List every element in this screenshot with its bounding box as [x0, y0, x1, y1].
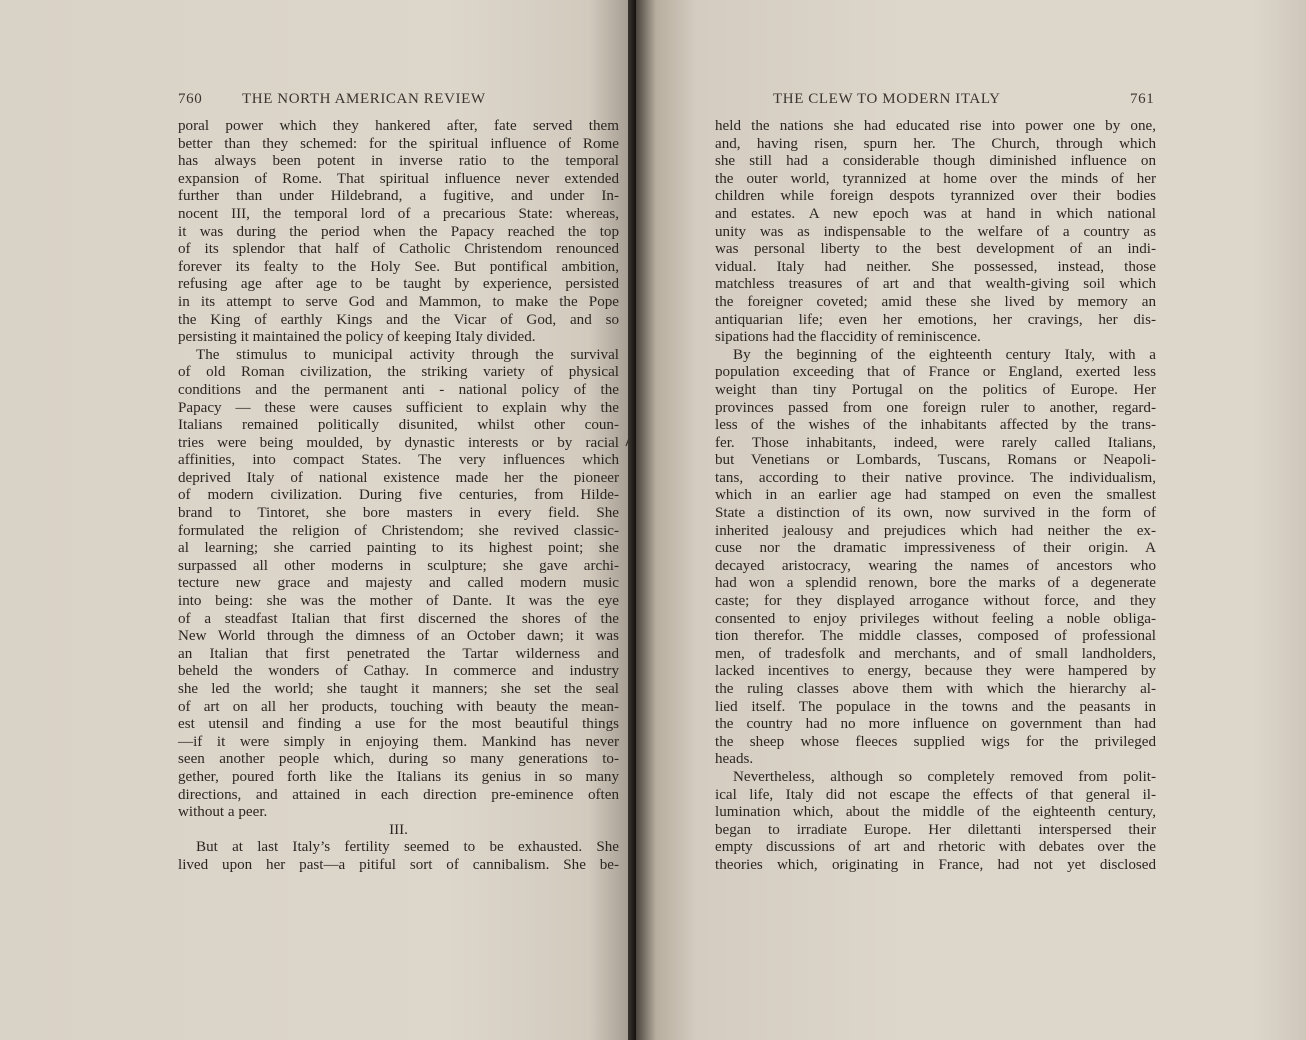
text-line: less of the wishes of the inhabitants affected by the trans-: [715, 417, 1156, 434]
text-line: est utensil and finding a use for the most beautiful things: [178, 716, 619, 733]
text-line: better than they schemed: for the spiritual influence of Rome: [178, 135, 619, 152]
text-line: has always been potent in inverse ratio to the temporal: [178, 153, 619, 170]
text-line: But at last Italy’s fertility seemed to be exhausted. She: [196, 839, 619, 856]
text-line: but Venetians or Lombards, Tuscans, Romans or Neapoli-: [715, 452, 1156, 469]
text-line: the outer world, tyrannized at home over the minds of her: [715, 170, 1156, 187]
text-line: theories which, originating in France, had not yet disclosed: [715, 856, 1156, 873]
text-line: was personal liberty to the best development of an indi-: [715, 241, 1156, 258]
text-line: sipations had the flaccidity of reminiscence.: [715, 329, 981, 346]
text-line: tans, according to their native province. The individualism,: [715, 469, 1156, 486]
text-line: The stimulus to municipal activity through the survival: [196, 346, 619, 363]
text-line: weight than tiny Portugal on the politics of Europe. Her: [715, 381, 1156, 398]
text-line: empty discussions of art and rhetoric with debates over the: [715, 839, 1156, 856]
text-line: vidual. Italy had neither. She possessed, instead, those: [715, 258, 1156, 275]
text-line: of a steadfast Italian that first discerned the shores of the: [178, 610, 619, 627]
text-line: forever its fealty to the Holy See. But pontifical ambition,: [178, 258, 619, 275]
text-line: antiquarian life; even her emotions, her cravings, her dis-: [715, 311, 1156, 328]
text-line: tries were being moulded, by dynastic interests or by racial: [178, 434, 619, 451]
text-line: Nevertheless, although so completely removed from polit-: [733, 768, 1156, 785]
text-line: in its attempt to serve God and Mammon, to make the Pope: [178, 293, 619, 310]
text-line: of its splendor that half of Catholic Christendom renounced: [178, 241, 619, 258]
text-line: of art on all her products, touching with beauty the mean-: [178, 698, 619, 715]
text-line: tecture new grace and majesty and called modern music: [178, 575, 619, 592]
text-line: population exceeding that of France or England, exerted less: [715, 364, 1156, 381]
text-line: began to irradiate Europe. Her dilettanti interspersed their: [715, 821, 1156, 838]
text-line: surpassed all other moderns in sculpture; she gave archi-: [178, 557, 619, 574]
text-line: ical life, Italy did not escape the effects of that general il-: [715, 786, 1156, 803]
text-line: she led the world; she taught it manners; she set the seal: [178, 681, 619, 697]
right-page: [636, 0, 1306, 1040]
text-line: decayed aristocracy, wearing the names of ancestors who: [715, 557, 1156, 574]
right-page-number: 761: [1130, 91, 1155, 107]
text-line: persisting it maintained the policy of keeping Italy divided.: [178, 329, 536, 346]
left-page-body: [178, 118, 619, 875]
text-line: of old Roman civilization, the striking variety of physical: [178, 364, 619, 381]
text-line: expansion of Rome. That spiritual influence never extended: [178, 170, 619, 187]
text-line: men, of tradesfolk and merchants, and of small landholders,: [715, 645, 1156, 662]
text-line: unity was as indispensable to the welfare of a country as: [715, 223, 1156, 240]
text-line: the foreigner coveted; amid these she lived by memory an: [715, 293, 1156, 310]
text-line: and, having risen, spurn her. The Church, through which: [715, 135, 1156, 152]
left-page-number: 760: [178, 91, 203, 107]
text-line: provinces passed from one foreign ruler to another, regard-: [715, 399, 1156, 416]
text-line: without a peer.: [178, 804, 268, 821]
text-line: seen another people which, during so many generations to-: [178, 751, 619, 768]
text-line: caste; for they displayed arrogance without force, and they: [715, 593, 1156, 610]
text-line: heads.: [715, 751, 754, 768]
text-line: directions, and attained in each direction pre-eminence often: [178, 786, 619, 803]
text-line: lumination which, about the middle of the eighteenth century,: [715, 804, 1156, 821]
text-line: beheld the wonders of Cathay. In commerce and industry: [178, 663, 619, 680]
text-line: and estates. A new epoch was at hand in which national: [715, 205, 1156, 222]
text-line: al learning; she carried painting to its highest point; she: [178, 540, 619, 557]
text-line: matchless treasures of art and that wealth-giving soil which: [715, 276, 1156, 293]
text-line: affinities, into compact States. The very influences which: [178, 452, 619, 469]
text-line: Papacy — these were causes sufficient to explain why the: [178, 399, 619, 416]
left-page: [0, 0, 640, 1040]
text-line: cuse nor the dramatic impressiveness of their origin. A: [715, 540, 1156, 557]
text-line: lived upon her past—a pitiful sort of cannibalism. She be-: [178, 856, 619, 873]
text-line: New World through the dimness of an October dawn; it was: [178, 628, 619, 645]
text-line: had won a splendid renown, bore the marks of a degenerate: [715, 575, 1156, 592]
text-line: the ruling classes above them with which the hierarchy al-: [715, 681, 1156, 697]
text-line: further than under Hildebrand, a fugitive, and under In-: [178, 188, 619, 205]
text-line: gether, poured forth like the Italians its genius in so many: [178, 768, 619, 785]
text-line: of modern civilization. During five centuries, from Hilde-: [178, 487, 619, 504]
text-line: III.: [389, 821, 408, 838]
text-line: it was during the period when the Papacy reached the top: [178, 223, 619, 240]
text-line: refusing age after age to be taught by experience, persisted: [178, 276, 619, 293]
text-line: which in an earlier age had stamped on even the smallest: [715, 487, 1156, 504]
text-line: into being: she was the mother of Dante. It was the eye: [178, 593, 619, 610]
text-line: fer. Those inhabitants, indeed, were rarely called Italians,: [715, 434, 1156, 451]
text-line: children while foreign despots tyrannized over their bodies: [715, 188, 1156, 205]
text-line: the King of earthly Kings and the Vicar of God, and so: [178, 311, 619, 328]
text-line: tion therefor. The middle classes, composed of professional: [715, 628, 1156, 645]
text-line: Italians remained politically disunited, whilst other coun-: [178, 417, 619, 434]
left-running-head: THE NORTH AMERICAN REVIEW: [242, 91, 486, 107]
text-line: an Italian that first penetrated the Tartar wilderness and: [178, 645, 619, 662]
text-line: lacked incentives to energy, because they were hampered by: [715, 663, 1156, 680]
text-line: State a distinction of its own, now survived in the form of: [715, 505, 1156, 522]
right-page-body: [715, 118, 1156, 875]
right-running-head: THE CLEW TO MODERN ITALY: [773, 91, 1001, 107]
text-line: By the beginning of the eighteenth century Italy, with a: [733, 346, 1156, 363]
text-line: lied itself. The populace in the towns and the peasants in: [715, 698, 1156, 715]
text-line: consented to enjoy privileges without feeling a noble obliga-: [715, 610, 1156, 627]
text-line: the sheep whose fleeces supplied wigs for the privileged: [715, 733, 1156, 750]
text-line: she still had a considerable though diminished influence on: [715, 153, 1156, 170]
text-line: formulated the religion of Christendom; she revived classic-: [178, 522, 619, 539]
text-line: poral power which they hankered after, fate served them: [178, 118, 619, 134]
text-line: held the nations she had educated rise into power one by one,: [715, 118, 1156, 134]
text-line: —if it were simply in enjoying them. Mankind has never: [178, 733, 619, 750]
text-line: brand to Tintoret, she bore masters in every field. She: [178, 505, 619, 522]
text-line: deprived Italy of national existence made her the pioneer: [178, 469, 619, 486]
text-line: inherited jealousy and prejudices which had neither the ex-: [715, 522, 1156, 539]
text-line: the country had no more influence on government than had: [715, 716, 1156, 733]
text-line: nocent III, the temporal lord of a precarious State: whereas,: [178, 205, 619, 222]
text-line: conditions and the permanent anti - national policy of the: [178, 381, 619, 398]
